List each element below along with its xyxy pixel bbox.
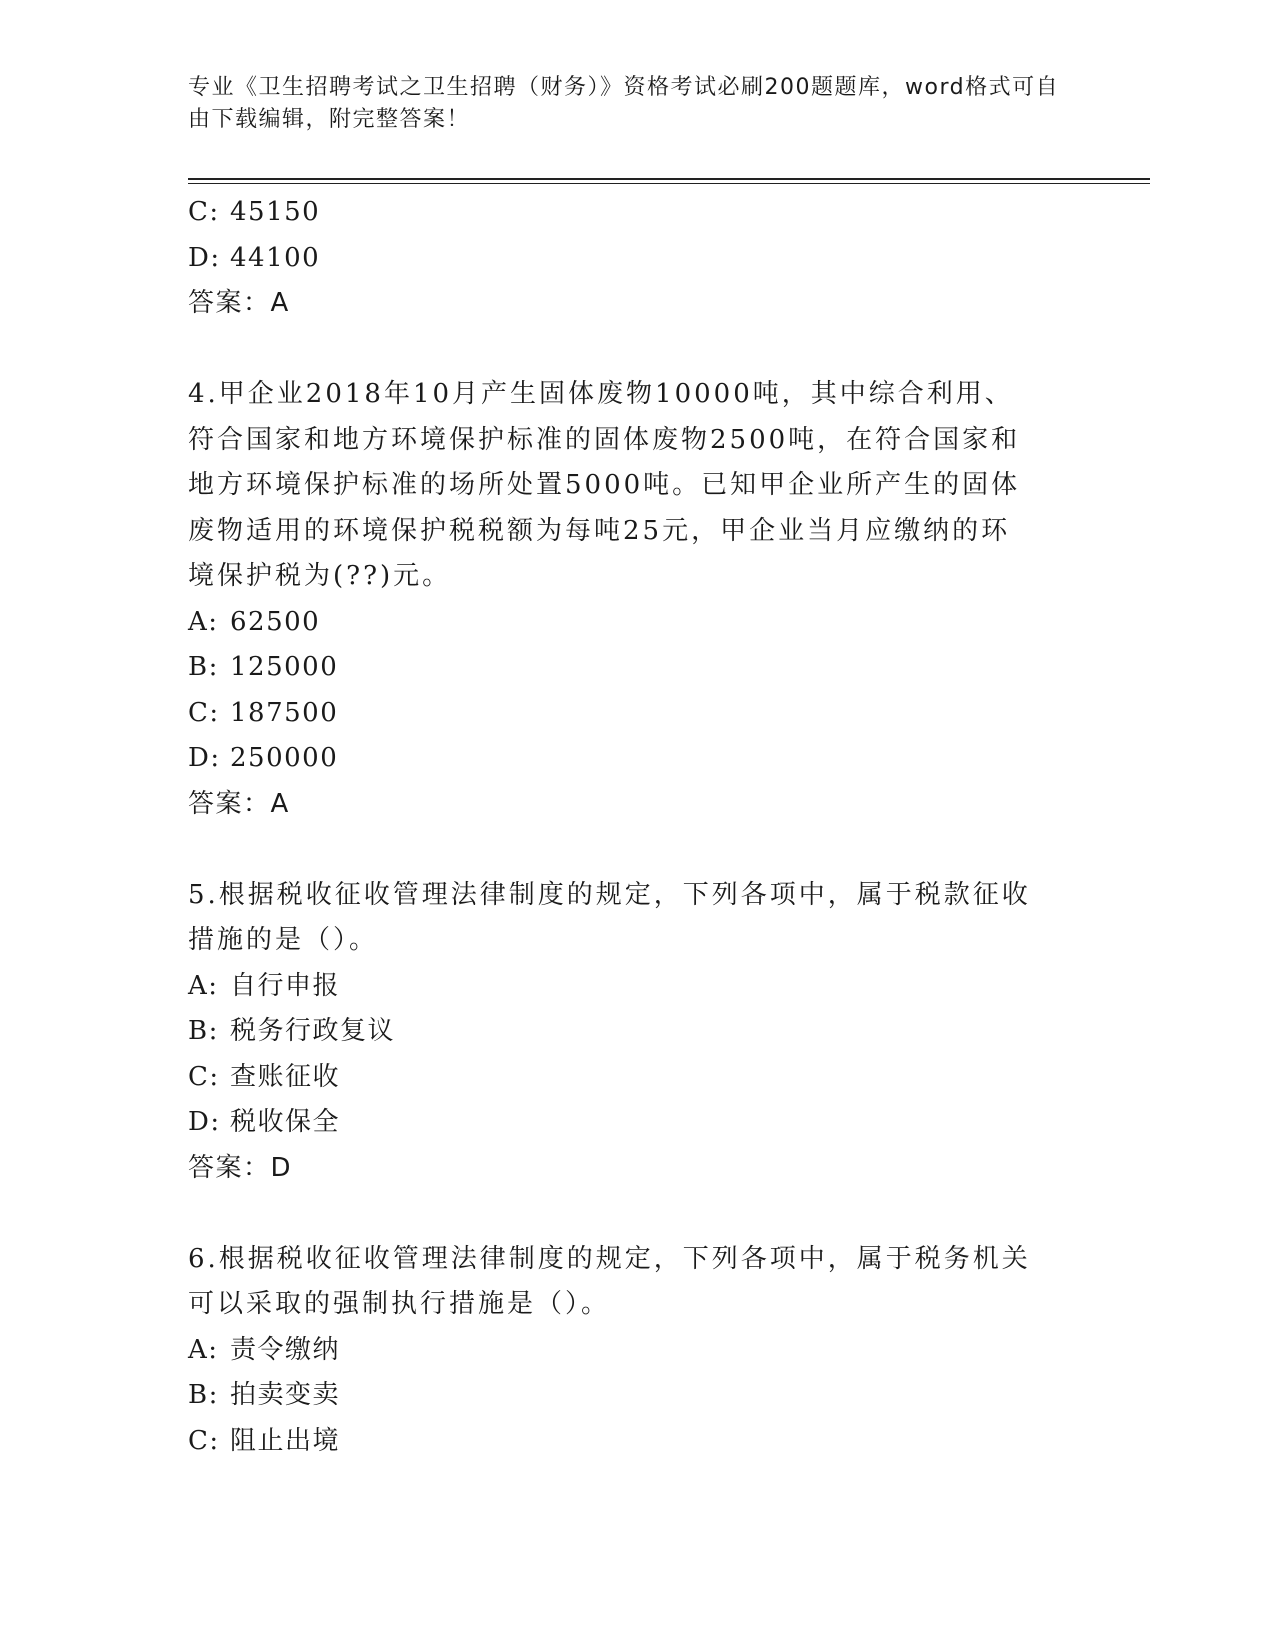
option-a: A: 责令缴纳 <box>188 1334 341 1365</box>
option-c: C: 查账征收 <box>188 1061 341 1092</box>
option-c: C: 阻止出境 <box>188 1425 341 1456</box>
answer-line: 答案：D <box>188 1152 293 1183</box>
option-b: B: 125000 <box>188 652 339 682</box>
page-header: 专业《卫生招聘考试之卫生招聘（财务）》资格考试必刷200题题库，word格式可自由下载编辑，附完整答案！ <box>188 75 1060 132</box>
option-d: D: 250000 <box>188 743 339 773</box>
option-a: A: 62500 <box>188 606 321 637</box>
question-text: 6.根据税收征收管理法律制度的规定，下列各项中，属于税务机关可以采取的强制执行措施是（）。 <box>188 1243 1031 1319</box>
option-d: D: 44100 <box>188 242 321 273</box>
answer-line: 答案：A <box>188 288 290 318</box>
question-content <box>188 190 1078 1464</box>
option-b: B: 税务行政复议 <box>188 1016 396 1046</box>
header-rule-thin <box>188 183 1150 184</box>
option-a: A: 自行申报 <box>188 970 341 1001</box>
option-c: C: 45150 <box>188 197 321 227</box>
option-b: B: 拍卖变卖 <box>188 1380 341 1410</box>
option-c: C: 187500 <box>188 697 339 728</box>
question-text: 4.甲企业2018年10月产生固体废物10000吨，其中综合利用、符合国家和地方环境保护标准的固体废物2500吨，在符合国家和地方环境保护标准的场所处置5000吨。已知甲企业所产生的固体废物适用的环境保护税税额为每吨25元，甲企业当月应缴纳的环境保护税为(??)元。 <box>188 379 1021 591</box>
header-rule-thick <box>188 178 1150 180</box>
question-text: 5.根据税收征收管理法律制度的规定，下列各项中，属于税款征收措施的是（）。 <box>188 879 1031 955</box>
answer-line: 答案：A <box>188 788 290 819</box>
option-d: D: 税收保全 <box>188 1107 341 1137</box>
